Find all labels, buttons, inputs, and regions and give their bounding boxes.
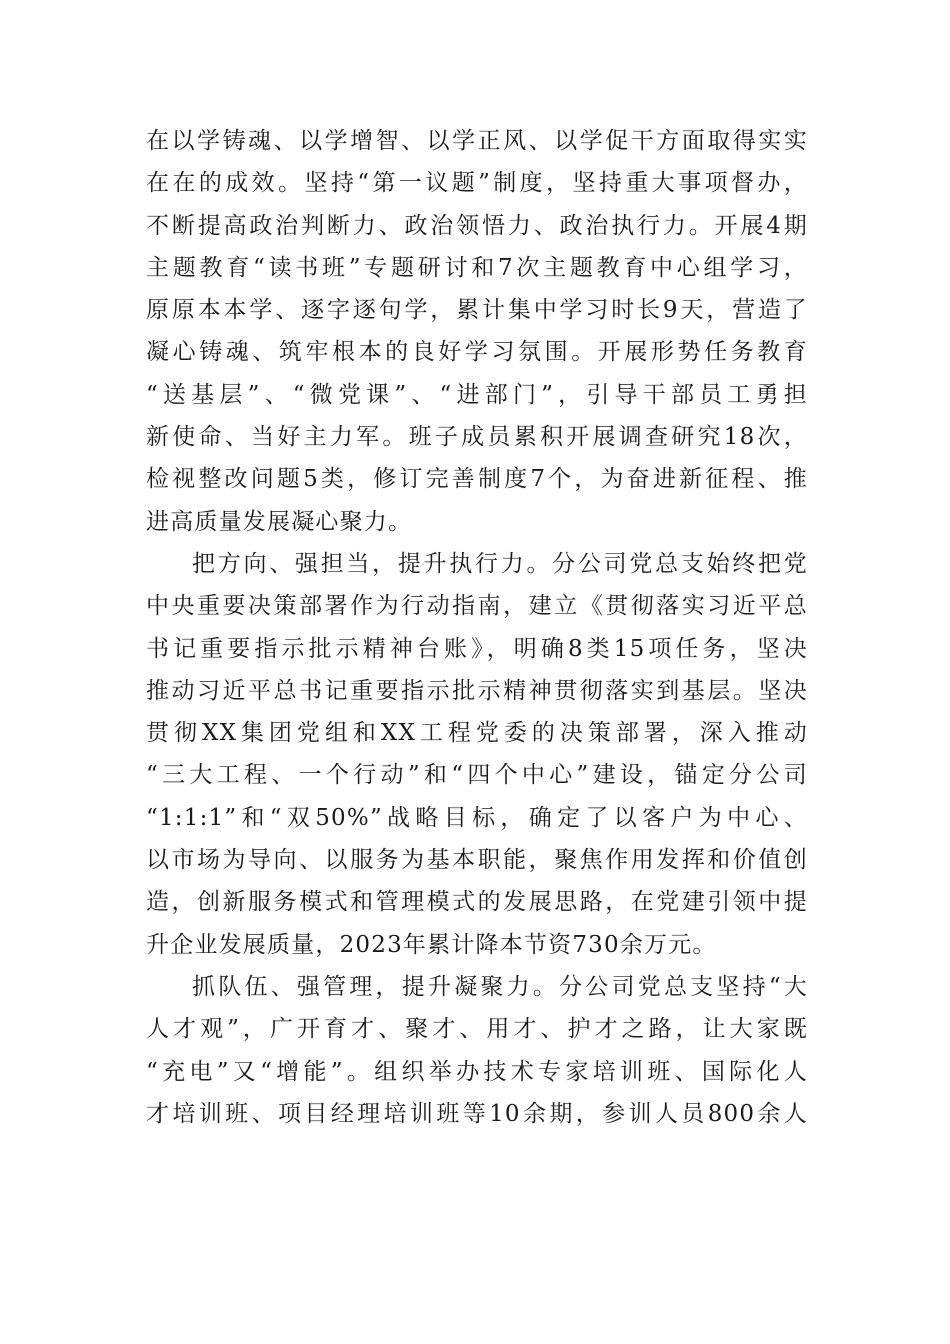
text-line: 主题教育“读书班”专题研讨和7次主题教育中心组学习， [146,254,808,281]
text-line: “三大工程、一个行动”和“四个中心”建设，锚定分公司 [146,762,808,789]
text-line: 凝心铸魂、筑牢根本的良好学习氛围。开展形势任务教育 [146,339,808,366]
text-line: 推动习近平总书记重要指示批示精神贯彻落实到基层。坚决 [146,677,808,704]
text-line: “送基层”、“微党课”、“进部门”，引导干部员工勇担 [146,381,808,408]
text-line: “充电”又“增能”。组织举办技术专家培训班、国际化人 [146,1058,808,1085]
text-line: 以市场为导向、以服务为基本职能，聚焦作用发挥和价值创 [146,847,808,874]
text-line: 书记重要指示批示精神台账》，明确8类15项任务，坚决 [146,635,808,662]
text-line: 人才观”，广开育才、聚才、用才、护才之路，让大家既 [146,1016,808,1043]
paragraph-first-line: 把方向、强担当，提升执行力。分公司党总支始终把党 [192,550,808,577]
paragraph-first-line: 抓队伍、强管理，提升凝聚力。分公司党总支坚持“大 [192,973,808,1000]
text-line: 贯彻XX集团党组和XX工程党委的决策部署，深入推动 [146,720,808,747]
text-line: 才培训班、项目经理培训班等10余期，参训人员800余人 [146,1100,808,1127]
text-line: 新使命、当好主力军。班子成员累积开展调查研究18次， [146,424,808,451]
text-line: 进高质量发展凝心聚力。 [146,508,413,535]
text-line: 检视整改问题5类，修订完善制度7个，为奋进新征程、推 [146,466,808,493]
text-line: 在在的成效。坚持“第一议题”制度，坚持重大事项督办， [146,170,808,197]
text-line: 造，创新服务模式和管理模式的发展思路，在党建引领中提 [146,889,808,916]
text-line: 不断提高政治判断力、政治领悟力、政治执行力。开展4期 [146,212,808,239]
text-line: “1:1:1”和“双50%”战略目标，确定了以客户为中心、 [146,804,808,831]
text-line: 在以学铸魂、以学增智、以学正风、以学促干方面取得实实 [146,128,808,154]
text-line: 原原本本学、逐字逐句学，累计集中学习时长9天，营造了 [146,297,808,324]
text-line: 中央重要决策部署作为行动指南，建立《贯彻落实习近平总 [146,593,808,620]
text-line: 升企业发展质量，2023年累计降本节资730余万元。 [146,931,717,958]
body-text [146,120,808,1135]
